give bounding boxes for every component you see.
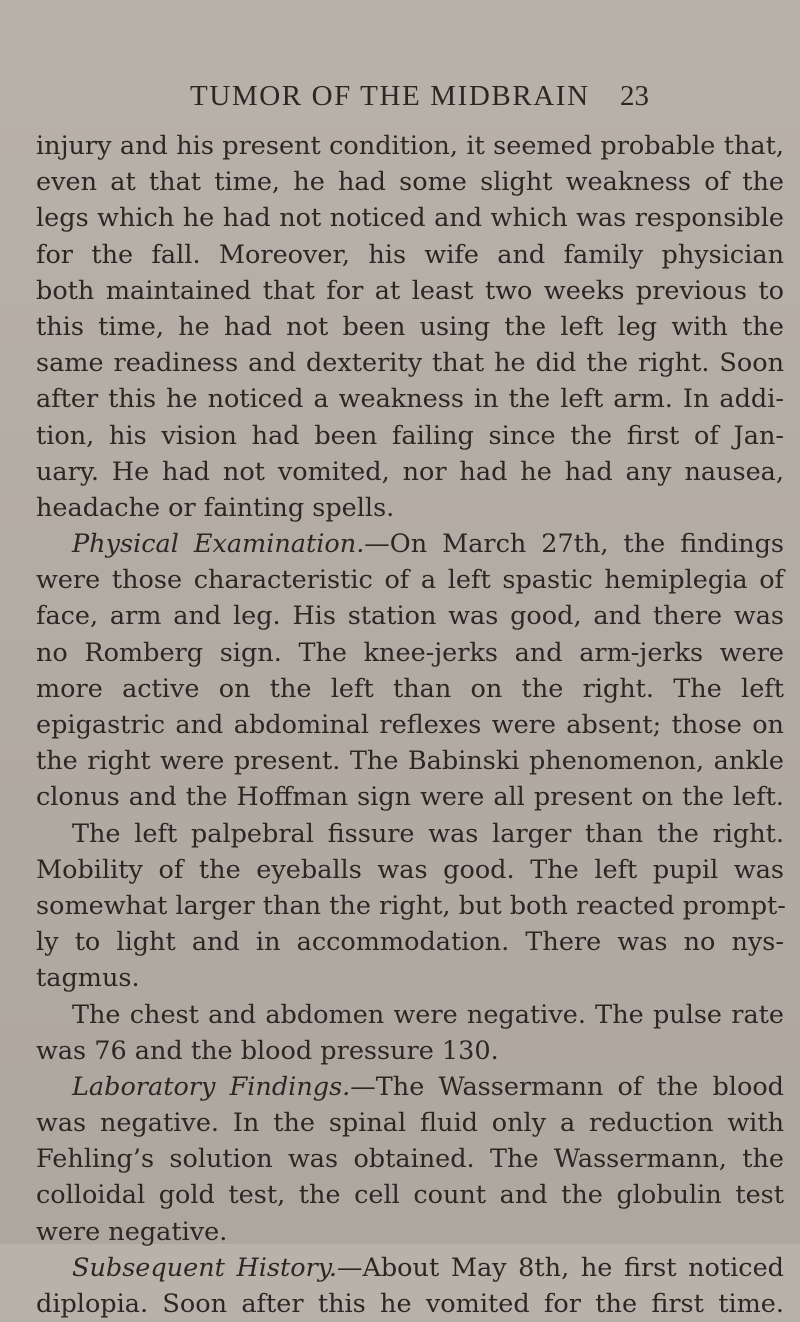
text-run: —On March 27th, the findings [364, 529, 784, 560]
text-line: the right were present. The Babinski phenomenon, ankle [36, 746, 784, 777]
text-line: headache or fainting spells. [36, 492, 395, 523]
section-heading-physical-examination: Physical Examination. [72, 529, 365, 560]
running-head [0, 80, 800, 120]
running-title: TUMOR OF THE MIDBRAIN [190, 80, 590, 112]
text-line: were those characteristic of a left spastic hemiplegia of [36, 565, 784, 596]
text-line: legs which he had not noticed and which was responsible [36, 203, 784, 234]
text-line: face, arm and leg. His station was good, and there was [36, 601, 784, 632]
text-line: both maintained that for at least two weeks previous to [36, 275, 784, 306]
text-line: tagmus. [36, 963, 140, 994]
text-run: —The Wassermann of the blood [350, 1071, 784, 1102]
text-line: Mobility of the eyeballs was good. The left pupil was [36, 854, 784, 885]
text-line: somewhat larger than the right, but both reacted prompt- [36, 890, 786, 921]
text-line: was negative. In the spinal fluid only a reduction with [36, 1108, 784, 1139]
text-line: ly to light and in accommodation. There was no nys- [36, 927, 784, 958]
text-line: more active on the left than on the right. The left [36, 673, 784, 704]
text-line: Fehling’s solution was obtained. The Wassermann, the [36, 1144, 784, 1175]
text-line: even at that time, he had some slight weakness of the [36, 167, 784, 198]
text-line: after this he noticed a weakness in the left arm. In addi- [36, 384, 784, 415]
text-line: colloidal gold test, the cell count and the globulin test [36, 1180, 784, 1211]
text-line: injury and his present condition, it seemed probable that, [36, 131, 784, 161]
text-line: uary. He had not vomited, nor had he had any nausea, [36, 456, 784, 487]
text-line: The chest and abdomen were negative. The pulse rate [72, 999, 784, 1030]
paragraph-heading-line [36, 1250, 784, 1286]
text-line: no Romberg sign. The knee-jerks and arm-jerks were [36, 637, 784, 668]
section-heading-laboratory-findings: Laboratory Findings. [72, 1071, 351, 1102]
text-line: tion, his vision had been failing since the first of Jan- [36, 420, 784, 451]
text-line: diplopia. Soon after this he vomited for the first time. [36, 1289, 784, 1319]
text-line: this time, he had not been using the left leg with the [36, 311, 784, 342]
text-line: clonus and the Hoffman sign were all present on the left. [36, 782, 784, 813]
text-line: same readiness and dexterity that he did the right. Soon [36, 348, 784, 379]
text-line: were negative. [36, 1216, 228, 1247]
page-number: 23 [620, 80, 649, 112]
paragraph-heading-line [36, 1069, 784, 1105]
text-run: —About May 8th, he first noticed [336, 1252, 784, 1283]
text-line: for the fall. Moreover, his wife and family physician [36, 239, 784, 270]
section-heading-subsequent-history: Subsequent History. [72, 1252, 337, 1283]
text-line: The left palpebral fissure was larger than the right. [72, 818, 784, 849]
body-text [36, 128, 784, 1322]
text-line: epigastric and abdominal reflexes were absent; those on [36, 710, 784, 740]
text-line: was 76 and the blood pressure 130. [36, 1035, 499, 1066]
paragraph-heading-line [36, 526, 784, 562]
